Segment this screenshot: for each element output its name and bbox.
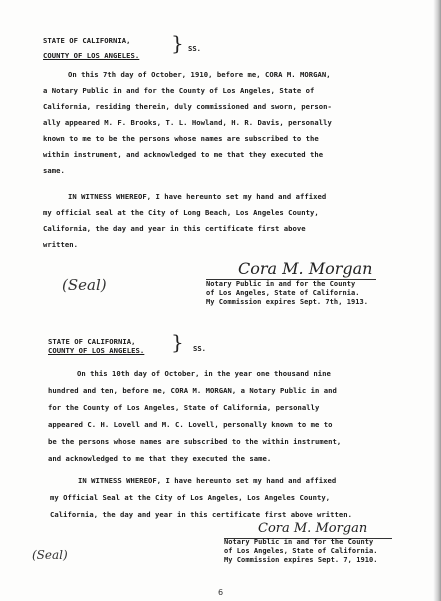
cert2-para1-line4: appeared C. H. Lovell and M. C. Lovell, personally known to me to bbox=[48, 420, 333, 429]
cert2-para1-line5: be the persons whose names are subscribed to the within instrument, bbox=[48, 437, 342, 446]
cert2-para2-line2: my Official Seal at the City of Los Angeles, Los Angeles County, bbox=[50, 493, 331, 502]
cert2-para1-line1: On this 10th day of October, in the year one thousand nine bbox=[77, 369, 331, 378]
cert1-brace: } bbox=[171, 31, 184, 55]
cert2-para1-line2: hundred and ten, before me, CORA M. MORGAN, a Notary Public in and bbox=[48, 386, 337, 395]
cert1-para1-line1: On this 7th day of October, 1910, before me, CORA M. MORGAN, bbox=[68, 70, 331, 79]
cert2-venue-county: COUNTY OF LOS ANGELES. bbox=[48, 346, 145, 355]
cert1-venue-state: STATE OF CALIFORNIA, bbox=[43, 36, 131, 45]
cert2-notary-line3: My Commission expires Sept. 7, 1910. bbox=[224, 556, 378, 564]
scan-edge bbox=[433, 0, 441, 601]
cert2-seal: (Seal) bbox=[32, 548, 68, 562]
cert1-para1-line5: known to me to be the persons whose names are subscribed to the bbox=[43, 134, 319, 143]
cert1-signature: Cora M. Morgan bbox=[238, 259, 373, 278]
cert1-para2-line3: California, the day and year in this certificate first above bbox=[43, 224, 306, 233]
cert1-para2-line2: my official seal at the City of Long Beach, Los Angeles County, bbox=[43, 208, 319, 217]
cert1-notary-line2: of Los Angeles, State of California. bbox=[206, 289, 360, 297]
cert2-para1-line3: for the County of Los Angeles, State of California, personally bbox=[48, 403, 320, 412]
cert2-para2-line3: California, the day and year in this certificate first above written. bbox=[50, 510, 353, 519]
cert1-venue-county: COUNTY OF LOS ANGELES. bbox=[43, 51, 140, 60]
cert2-para1-line6: and acknowledged to me that they executed the same. bbox=[48, 454, 272, 463]
cert2-signature: Cora M. Morgan bbox=[258, 521, 368, 536]
cert1-para1-line7: same. bbox=[43, 166, 65, 175]
cert1-para1-line4: ally appeared M. F. Brooks, T. L. Howland, H. R. Davis, personally bbox=[43, 118, 332, 127]
cert2-notary-line2: of Los Angeles, State of California. bbox=[224, 547, 378, 555]
cert1-para1-line2: a Notary Public in and for the County of Los Angeles, State of bbox=[43, 86, 315, 95]
cert1-notary-line3: My Commission expires Sept. 7th, 1913. bbox=[206, 298, 369, 306]
cert2-para2-line1: IN WITNESS WHEREOF, I have hereunto set my hand and affixed bbox=[78, 476, 337, 485]
cert2-notary-line1: Notary Public in and for the County bbox=[224, 538, 374, 546]
cert1-ss: SS. bbox=[188, 44, 201, 53]
cert1-para1-line6: within instrument, and acknowledged to me that they executed the bbox=[43, 150, 324, 159]
cert1-notary-line1: Notary Public in and for the County bbox=[206, 280, 356, 288]
cert1-para2-line4: written. bbox=[43, 240, 79, 249]
cert1-para2-line1: IN WITNESS WHEREOF, I have hereunto set my hand and affixed bbox=[68, 192, 327, 201]
page-number: 6 bbox=[218, 588, 224, 597]
cert1-para1-line3: California, residing therein, duly commissioned and sworn, person- bbox=[43, 102, 332, 111]
cert1-seal: (Seal) bbox=[62, 276, 107, 294]
cert2-brace: } bbox=[171, 330, 184, 354]
cert2-ss: SS. bbox=[193, 344, 206, 353]
cert2-venue-state: STATE OF CALIFORNIA, bbox=[48, 337, 136, 346]
